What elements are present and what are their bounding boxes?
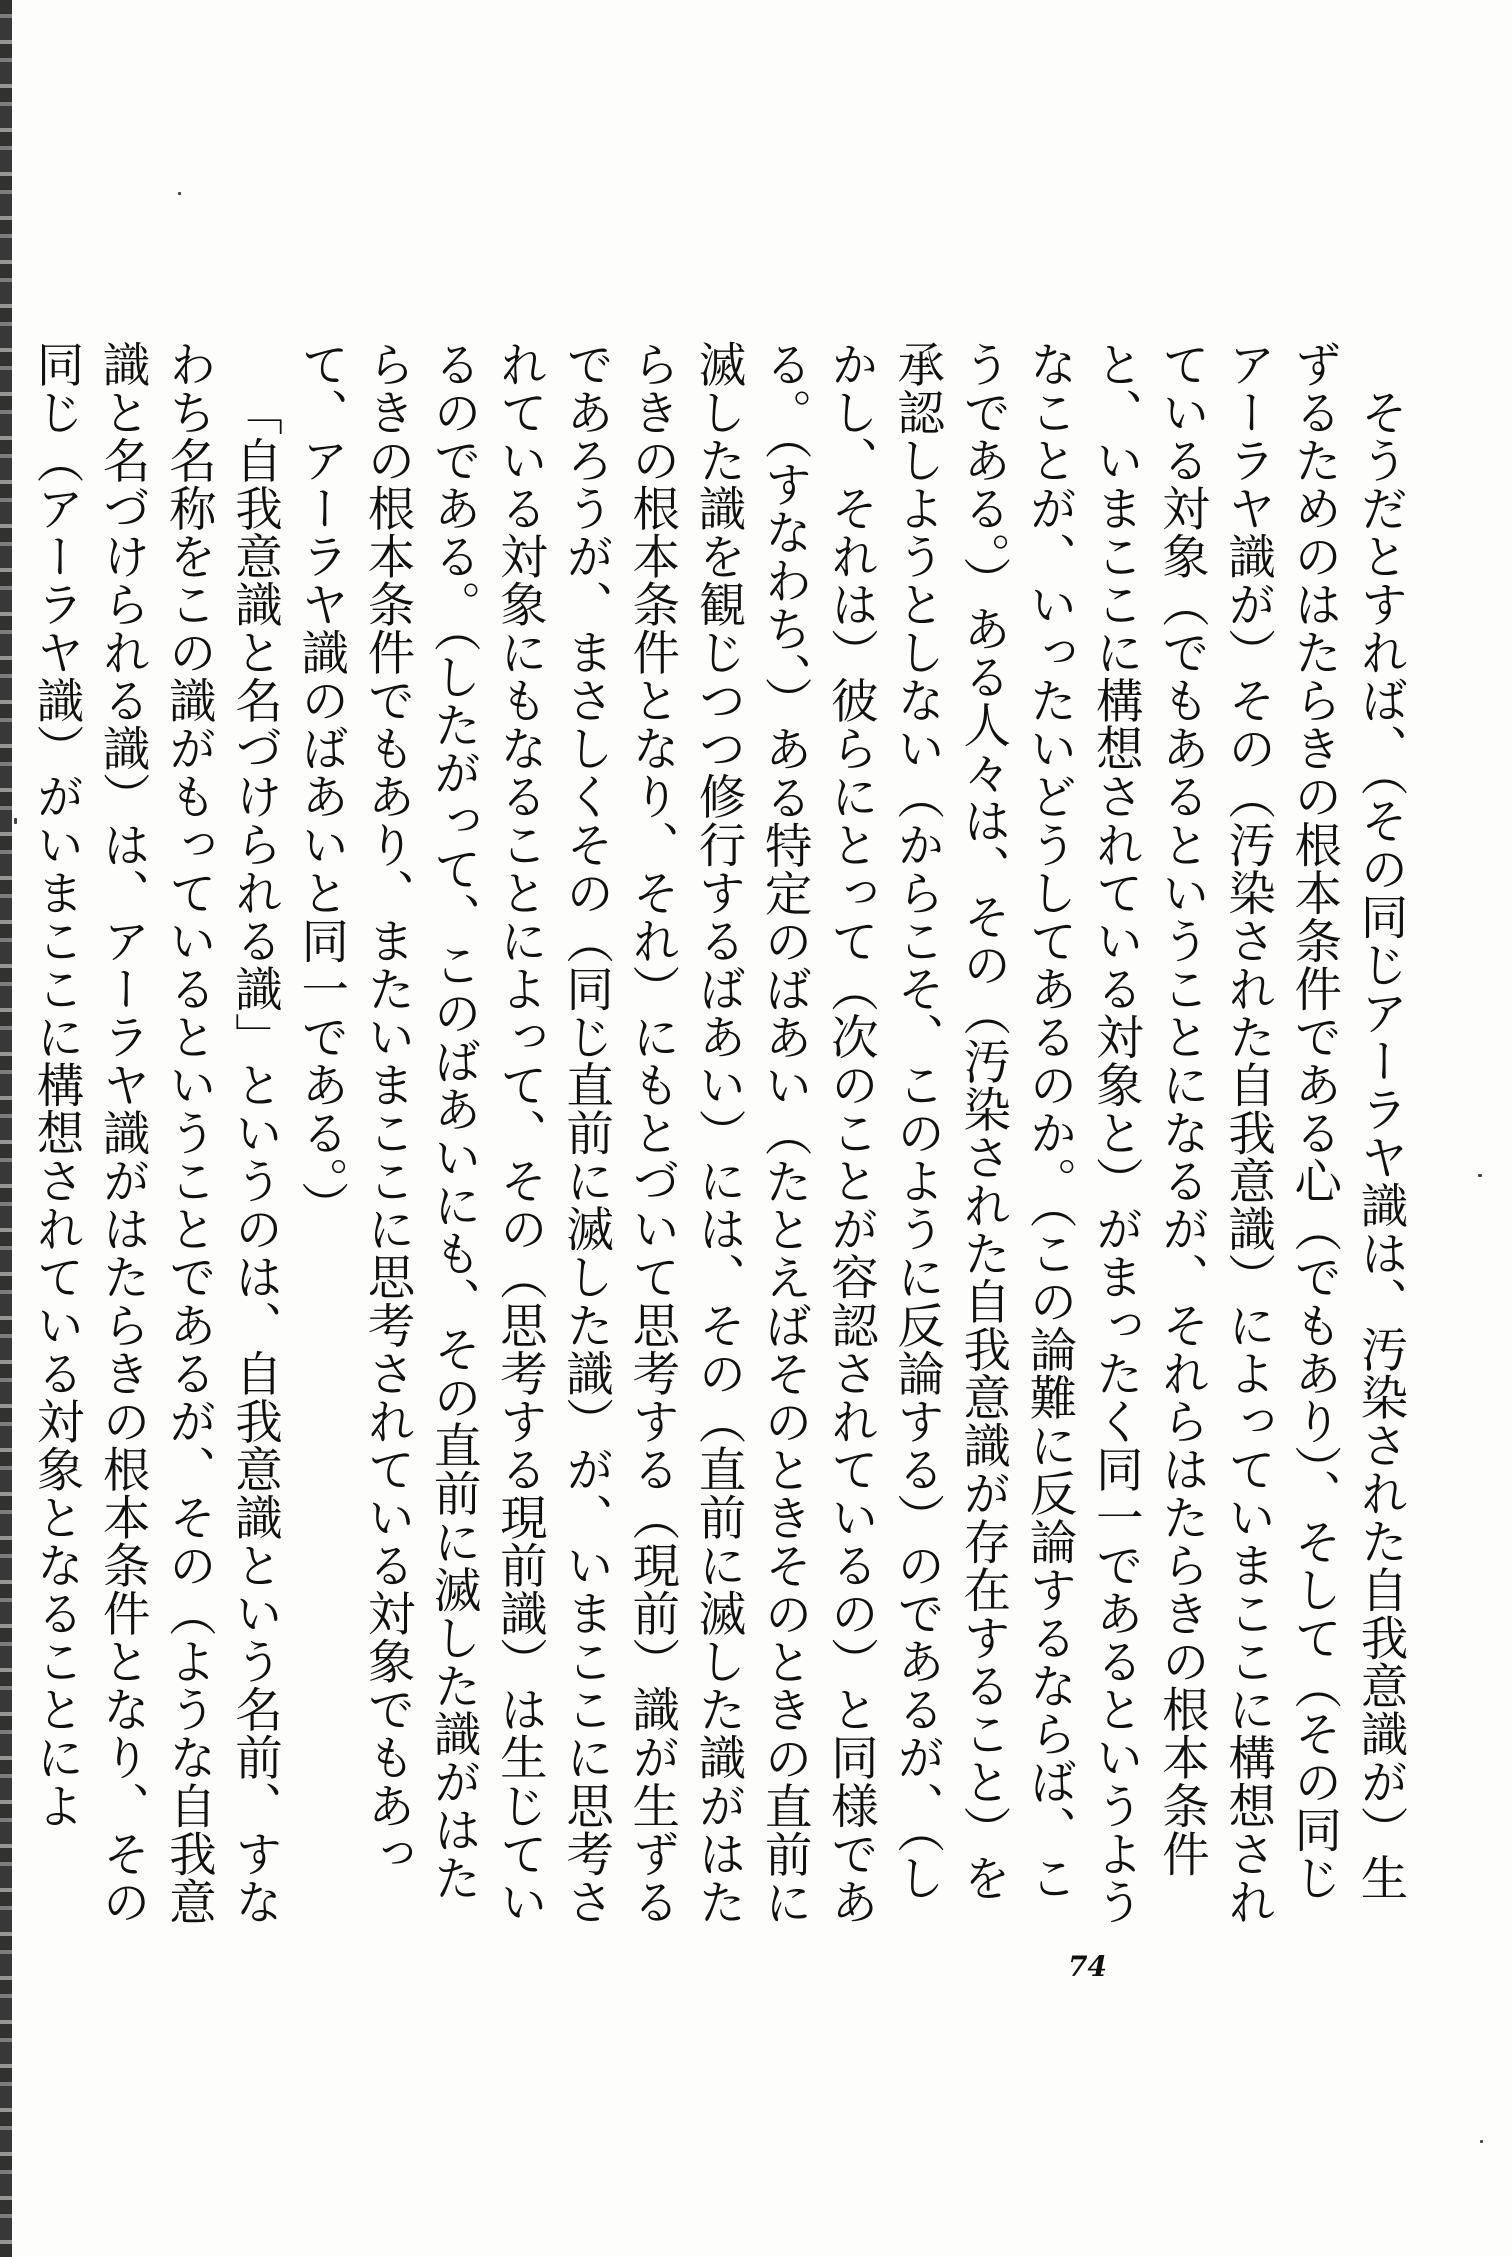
page-number: 74 [1068,1950,1107,1983]
vertical-text-body [12,340,1412,1930]
scan-speck [1478,1174,1482,1177]
scan-speck [1480,2140,1483,2143]
scan-speck [178,192,181,195]
paragraph: 「自我意識と名づけられる識」というのは、自我意識という名前、すなわち名称をこの識がもっているということであるが、その（ような自我意識と名づけられる識）は、アーラヤ識がはたらきの根本条件となり、その同じ（アーラヤ識）がいまここに構想されている対象となることによ [27,340,282,1926]
paragraph: そうだとすれば、（その同じアーラヤ識は、汚染された自我意識が）生ずるためのはたらきの根本条件である心（でもあり）、そして（その同じアーラヤ識が）その（汚染された自我意識）によっていまここに構想されている対象（でもあるということになるが、それらはたらきの根本条件と、いまここに構想されている対象と）がまったく同一であるというようなことが、いったいどうしてあるのか。（この論難に反論するならば、こうである。）ある人々は、その（汚染された自我意識が存在すること）を承認しようとしない（からこそ、このように反論する）のであるが、（しかし、それは）彼らにとって（次のことが容認されているの）と同様である。（すなわち、）ある特定のばあい（たとえばそのときそのときの直前に滅した識を観じつつ修行するばあい）には、その（直前に滅した識がはたらきの根本条件となり、それ）にもとづいて思考する（現前）識が生ずるであろうが、まさしくその（同じ直前に滅した識）が、いまここに思考されている対象にもなることによって、その（思考する現前識）は生じているのである。（したがって、このばあいにも、その直前に滅した識がはたらきの根本条件でもあり、またいまここに思考されている対象でもあって、アーラヤ識のばあいと同一である。） [292,340,1407,1927]
scanned-binding-edge [0,0,12,2257]
